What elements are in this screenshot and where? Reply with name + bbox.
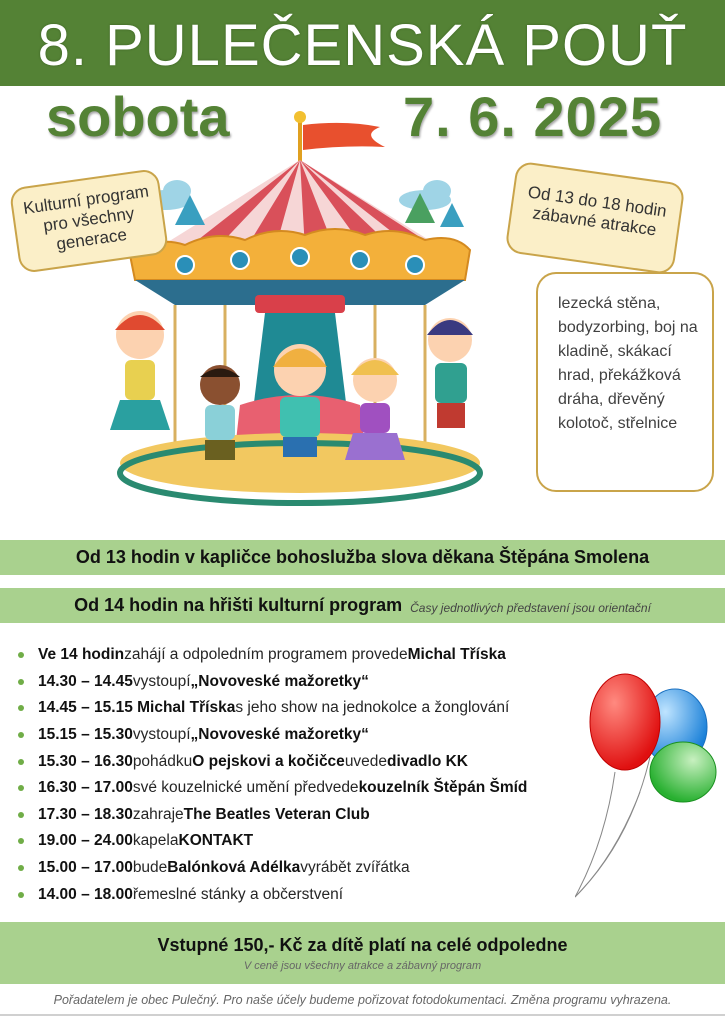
schedule-time: 14.00 – 18.00 — [38, 885, 133, 903]
bullet-icon — [18, 652, 24, 658]
schedule-time: 14.45 – 15.15 Michal Tříska — [38, 699, 236, 717]
bullet-icon — [18, 865, 24, 871]
balloons-icon — [575, 672, 725, 902]
schedule-performer: O pejskovi a kočičce — [192, 752, 345, 770]
bullet-icon — [18, 679, 24, 685]
schedule-list — [18, 642, 608, 908]
footer-note: Pořadatelem je obec Pulečný. Pro naše účely budeme pořizovat fotodokumentaci. Změna programu vyhrazena. — [0, 986, 725, 1016]
program-title: Od 14 hodin na hřišti kulturní program — [74, 595, 403, 615]
schedule-time: 15.30 – 16.30 — [38, 752, 133, 770]
mass-text: Od 13 hodin v kapličce bohoslužba slova děkana Štěpána Smolena — [75, 547, 650, 567]
schedule-time: 16.30 – 17.00 — [38, 779, 133, 797]
schedule-desc: vyrábět zvířátka — [300, 859, 410, 877]
schedule-desc: bude — [132, 859, 168, 877]
bullet-icon — [18, 892, 24, 898]
bullet-icon — [18, 732, 24, 738]
schedule-performer: kouzelník Štěpán Šmíd — [358, 779, 528, 797]
event-date: 7. 6. 2025 — [403, 85, 663, 148]
schedule-desc: uvede — [344, 752, 388, 770]
mass-banner — [0, 540, 725, 575]
bullet-icon — [18, 838, 24, 844]
header-band — [0, 0, 725, 86]
schedule-desc: pohádku — [132, 752, 193, 770]
admission-banner — [0, 922, 725, 984]
schedule-item — [18, 642, 608, 669]
carousel-illustration — [95, 105, 485, 515]
schedule-performer: KONTAKT — [178, 832, 254, 850]
schedule-performer: Balónková Adélka — [167, 859, 301, 877]
speech-bubble-attractions-time: Od 13 do 18 hodin zábavné atrakce — [504, 161, 685, 276]
schedule-item — [18, 669, 608, 696]
admission-subtitle: V ceně jsou všechny atrakce a zábavný program — [243, 959, 482, 972]
schedule-item — [18, 802, 608, 829]
schedule-performer: The Beatles Veteran Club — [183, 805, 370, 823]
schedule-time: Ve 14 hodin — [38, 646, 125, 664]
schedule-item — [18, 748, 608, 775]
schedule-desc: s jeho show na jednokolce a žonglování — [235, 699, 510, 717]
schedule-item — [18, 828, 608, 855]
admission-title: Vstupné 150,- Kč za dítě platí na celé odpoledne — [157, 934, 568, 955]
schedule-time: 15.15 – 15.30 — [38, 726, 133, 744]
bullet-icon — [18, 812, 24, 818]
attractions-list: lezecká stěna, bodyzorbing, boj na kladině, skákací hrad, překážková dráha, dřevěný kolotoč, střelnice — [536, 272, 714, 492]
bullet-icon — [18, 705, 24, 711]
schedule-time: 14.30 – 14.45 — [38, 672, 133, 690]
schedule-desc: řemeslné stánky a občerstvení — [132, 885, 344, 903]
schedule-item — [18, 695, 608, 722]
schedule-time: 17.30 – 18.30 — [38, 805, 133, 823]
schedule-time: 15.00 – 17.00 — [38, 859, 133, 877]
schedule-item — [18, 775, 608, 802]
schedule-item — [18, 881, 608, 908]
schedule-desc: své kouzelnické umění předvede — [132, 779, 359, 797]
speech-bubble-cultural-program: Kulturní program pro všechny generace — [9, 168, 170, 274]
schedule-item — [18, 722, 608, 749]
schedule-desc: zahraje — [132, 805, 184, 823]
schedule-performer: Michal Tříska — [407, 646, 506, 664]
schedule-performer: „Novoveské mažoretky“ — [190, 726, 369, 744]
bullet-icon — [18, 785, 24, 791]
schedule-desc: vystoupí — [132, 672, 191, 690]
program-banner — [0, 588, 725, 623]
schedule-item — [18, 855, 608, 882]
event-title: 8. PULEČENSKÁ POUŤ — [37, 12, 688, 78]
schedule-performer: divadlo KK — [387, 752, 468, 770]
program-note: Časy jednotlivých představení jsou orientační — [410, 600, 651, 615]
schedule-time: 19.00 – 24.00 — [38, 832, 133, 850]
bullet-icon — [18, 759, 24, 765]
schedule-desc: zahájí a odpoledním programem provede — [124, 646, 408, 664]
schedule-performer: „Novoveské mažoretky“ — [190, 672, 369, 690]
schedule-desc: vystoupí — [132, 726, 191, 744]
schedule-desc: kapela — [132, 832, 179, 850]
event-day: sobota — [46, 85, 230, 148]
